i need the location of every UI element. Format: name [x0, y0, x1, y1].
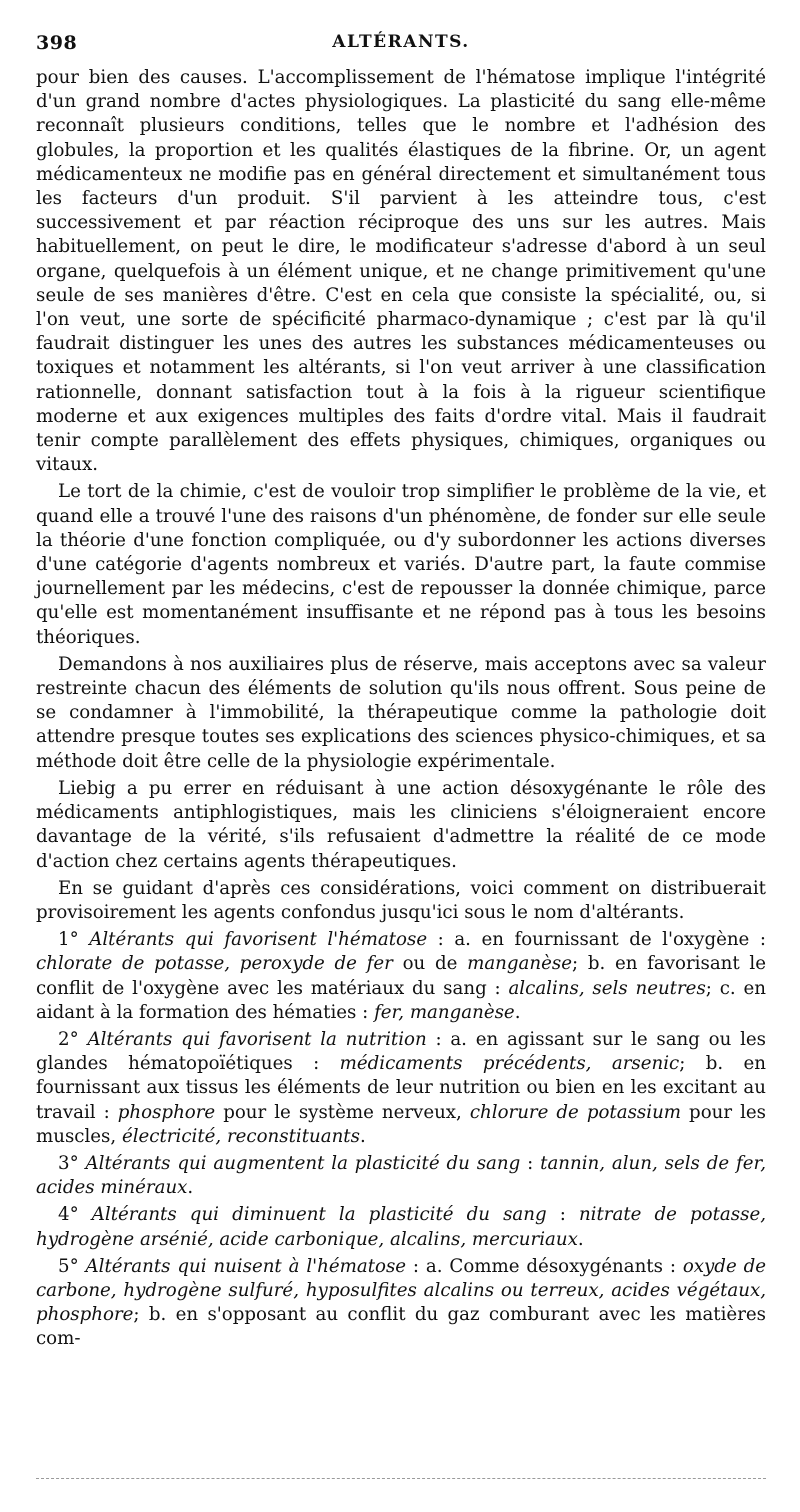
text-run: 3°	[58, 1152, 86, 1174]
italic-run: chlorate de potasse, peroxyde de fer	[36, 953, 393, 975]
list-item	[36, 1028, 766, 1149]
text-run: ; b. en s'opposant au conflit du gaz comburant avec les matières com-	[36, 1304, 766, 1350]
list-item	[36, 928, 766, 1025]
text-run: 4°	[58, 1204, 92, 1226]
paragraph: Le tort de la chimie, c'est de vouloir trop simplifier le problème de la vie, et quand elle a trouvé l'une des raisons d'un phénomène, de fonder sur elle seule la théorie d'une fonction compliquée, ou d'y subordonner les actions diverses d'une catégorie d'agents nombreux et variés. D'autre part, la faute commise journellement par les médecins, c'est de repousser la donnée chimique, parce qu'elle est momentanément insuffisante et ne répond pas à tous les besoins théoriques.	[36, 481, 766, 648]
text-run: ; c. en aidant à la formation des hématies :	[36, 977, 766, 1023]
italic-run: tannin, alun, sels de fer, acides minéraux	[36, 1152, 766, 1199]
text-run: 5°	[58, 1255, 86, 1277]
list-item	[36, 1152, 766, 1200]
text-run: 1°	[58, 929, 90, 951]
paragraph: En se guidant d'après ces considérations, voici comment on distribuerait provisoirement les agents confondus jusqu'ici sous le nom d'altérants.	[36, 877, 766, 923]
text-run: .	[359, 1125, 366, 1147]
list-item	[36, 1203, 766, 1251]
text-run: :	[546, 1204, 579, 1226]
page-header	[36, 32, 766, 58]
text-run: .	[187, 1177, 194, 1199]
text-run: : a. en agissant sur le sang ou les glandes hématopoïétiques :	[36, 1028, 767, 1075]
italic-run: alcalins, sels neutres	[508, 977, 706, 999]
italic-run: fer, manganèse	[374, 1001, 515, 1023]
italic-run: phosphore	[117, 1101, 216, 1123]
running-head: ALTÉRANTS.	[332, 32, 470, 52]
paragraph: Demandons à nos auxiliaires plus de réserve, mais acceptons avec sa valeur restreinte chacun des éléments de solution qu'ils nous offrent. Sous peine de se condamner à l'immobilité, la thérapeutique comme la pathologie doit attendre presque toutes ses explications des sciences physico-chimiques, et sa méthode doit être celle de la physiologie expérimentale.	[36, 653, 766, 772]
italic-run: Altérants qui nuisent à l'hématose	[85, 1255, 407, 1277]
italic-run: médicaments précédents, arsenic	[339, 1053, 680, 1075]
italic-run: oxyde de carbone, hydrogène sulfuré, hyposulfites alcalins ou terreux, acides végétaux, phosphore	[36, 1255, 766, 1326]
italic-run: Altérants qui favorisent la nutrition	[87, 1028, 427, 1050]
text-run: .	[577, 1228, 584, 1250]
italic-run: Altérants qui favorisent l'hématose	[89, 929, 428, 951]
text-run: : a. Comme désoxygénants :	[406, 1255, 683, 1277]
text-run: :	[520, 1152, 541, 1174]
text-run: ou de	[392, 953, 468, 975]
italic-run: nitrate de potasse, hydrogène arsénié, acide carbonique, alcalins, mercuriaux	[36, 1204, 766, 1250]
italic-run: électricité, reconstituants	[121, 1125, 360, 1147]
paragraph: Liebig a pu errer en réduisant à une action désoxygénante le rôle des médicaments antiphlogistiques, mais les cliniciens s'éloigneraient encore davantage de la vérité, s'ils refusaient d'admettre la réalité de ce mode d'action chez certains agents thérapeutiques.	[36, 777, 766, 872]
body-text	[36, 66, 766, 1352]
italic-run: chlorure de potassium	[469, 1101, 682, 1123]
italic-run: Altérants qui diminuent la plasticité du sang	[91, 1204, 547, 1226]
page-number: 398	[36, 32, 78, 54]
italic-run: manganèse	[467, 953, 572, 975]
list-item	[36, 1255, 766, 1352]
text-run: .	[514, 1001, 521, 1023]
text-run: pour le système nerveux,	[215, 1101, 470, 1123]
text-run: ; b. en fournissant aux tissus les éléments de leur nutrition ou bien en les excitant au travail :	[36, 1053, 766, 1123]
text-run: : a. en fournissant de l'oxygène :	[427, 929, 766, 951]
text-run: ; b. en favorisant le conflit de l'oxygène avec les matériaux du sang :	[36, 953, 766, 999]
footer-rule	[36, 1478, 766, 1479]
text-run: pour les muscles,	[36, 1101, 766, 1147]
text-run: 2°	[58, 1028, 88, 1050]
italic-run: Altérants qui augmentent la plasticité du sang	[85, 1152, 521, 1174]
paragraph: pour bien des causes. L'accomplissement de l'hématose implique l'intégrité d'un grand nombre d'actes physiologiques. La plasticité du sang elle-même reconnaît plusieurs conditions, telles que le nombre et l'adhésion des globules, la proportion et les qualités élastiques de la fibrine. Or, un agent médicamenteux ne modifie pas en général directement et simultanément tous les facteurs d'un produit. S'il parvient à les atteindre tous, c'est successivement et par réaction réciproque des uns sur les autres. Mais habituellement, on peut le dire, le modificateur s'adresse d'abord à un seul organe, quelquefois à un élément unique, et ne change primitivement qu'une seule de ses manières d'être. C'est en cela que consiste la spécialité, ou, si l'on veut, une sorte de spécificité pharmaco-dynamique ; c'est par là qu'il faudrait distinguer les unes des autres les substances médicamenteuses ou toxiques et notamment les altérants, si l'on veut arriver à une classification rationnelle, donnant satisfaction tout à la fois à la rigueur scientifique moderne et aux exigences multiples des faits d'ordre vital. Mais il faudrait tenir compte parallèlement des effets physiques, chimiques, organiques ou vitaux.	[36, 67, 766, 476]
